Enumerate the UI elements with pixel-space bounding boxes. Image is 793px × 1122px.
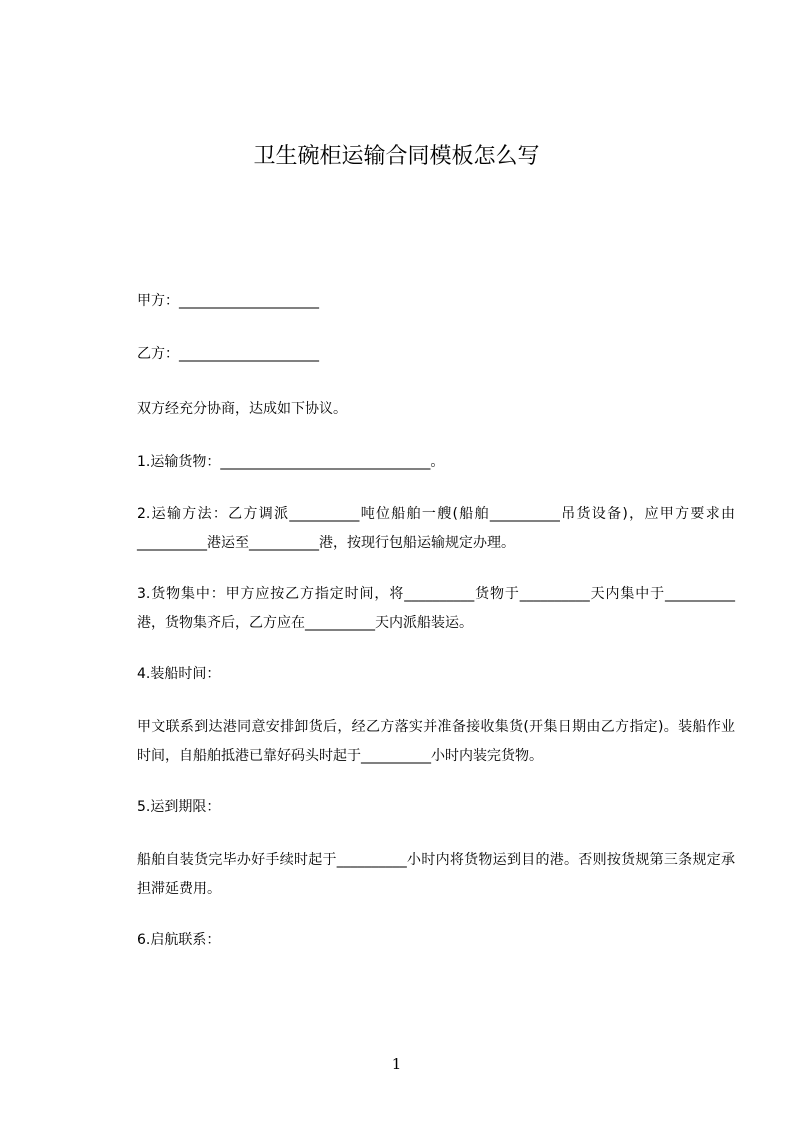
clause-6-heading: 6.启航联系： — [137, 932, 221, 948]
clause-5-body: 船舶自装货完毕办好手续时起于__________小时内将货物运到目的港。否则按货规第三条规定承担滞延费用。 — [137, 852, 735, 897]
intro-paragraph: 双方经充分协商，达成如下协议。 — [137, 401, 347, 417]
clause-4-body: 甲文联系到达港同意安排卸货后，经乙方落实并准备接收集货(开集日期由乙方指定)。装船作业时间，自船舶抵港已靠好码头时起于__________小时内装完货物。 — [137, 719, 735, 764]
clause-5-heading: 5.运到期限： — [137, 799, 221, 815]
page-number: 1 — [391, 1055, 402, 1073]
clause-4-heading: 4.装船时间： — [137, 666, 221, 682]
document-title: 卫生碗柜运输合同模板怎么写 — [253, 144, 540, 169]
party-a-line: 甲方：____________________ — [137, 293, 319, 309]
clause-2: 2.运输方法：乙方调派__________吨位船舶一艘(船舶__________吊货设备)，应甲方要求由__________港运至__________港，按现行包船运输规定办理。 — [137, 506, 735, 551]
clause-3: 3.货物集中：甲方应按乙方指定时间，将__________货物于__________天内集中于__________港，货物集齐后，乙方应在__________天内派船装运。 — [137, 586, 735, 631]
clause-1: 1.运输货物：______________________________。 — [137, 454, 445, 470]
party-b-line: 乙方：____________________ — [137, 346, 319, 362]
